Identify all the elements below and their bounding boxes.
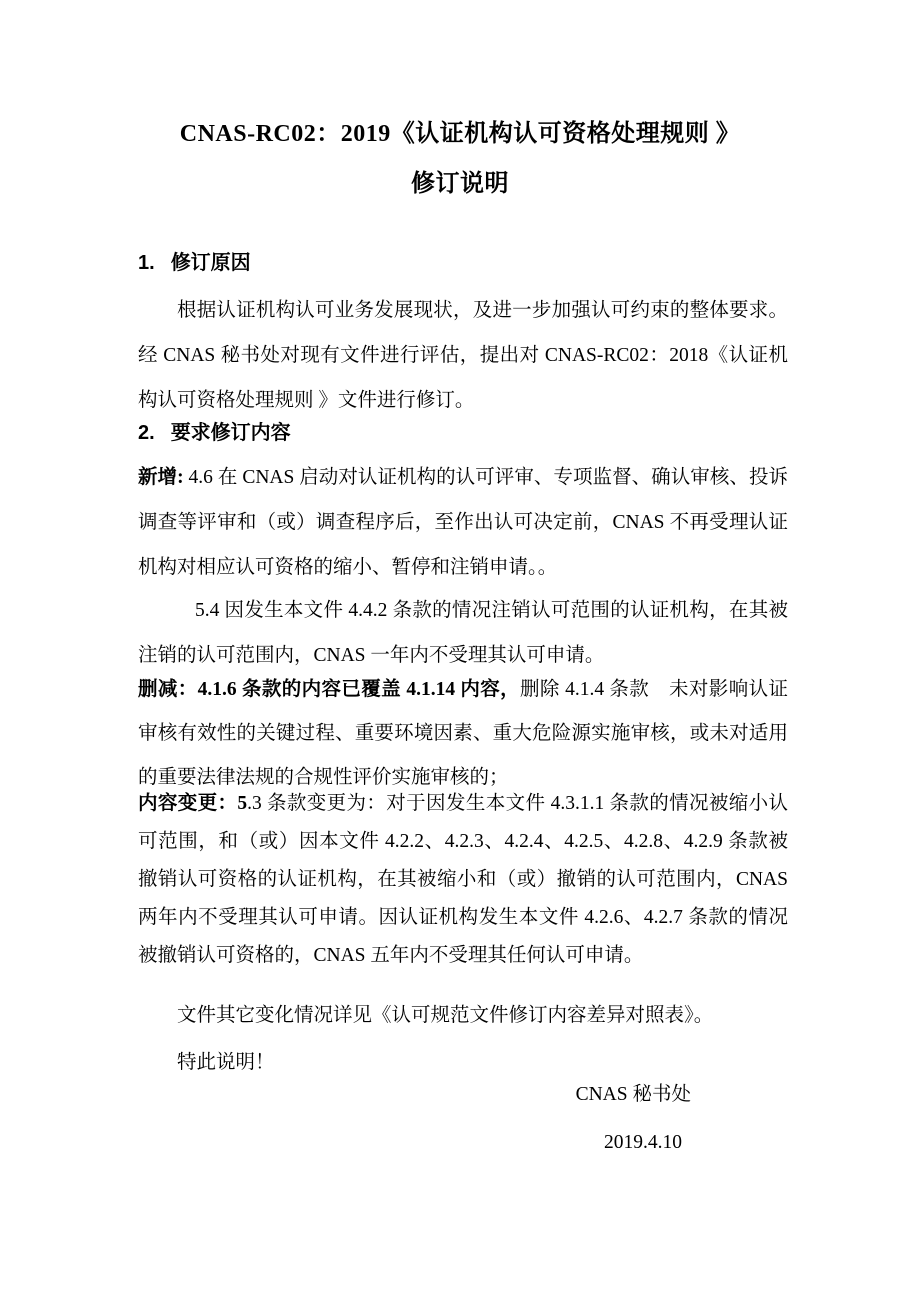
revision-reason-paragraph: 根据认证机构认可业务发展现状，及进一步加强认可约束的整体要求。经 CNAS 秘书处对现有文件进行评估，提出对 CNAS-RC02：2018《认证机构认可资格处理规则 》文件进行修订。: [138, 300, 788, 411]
added-label: 新增:: [138, 467, 184, 488]
signature-date: 2019.4.10: [604, 1132, 682, 1153]
signature-org: CNAS 秘书处: [575, 1084, 691, 1105]
changed-text: .3 条款变更为：对于因发生本文件 4.3.1.1 条款的情况被缩小认可范围，和（或）因本文件 4.2.2、4.2.3、4.2.4、4.2.5、4.2.8、4.2.9 条款被撤销认可资格的认证机构，在其被缩小和（或）撤销的认可范围内，CNAS 两年内不受理其认可申请。因认证机构发生本文件 4.2.6、4.2.7 条款的情况被撤销认可资格的，CNAS 五年内不受理其任何认可申请。: [138, 793, 788, 966]
document-subtitle: 修订说明: [411, 171, 509, 197]
section-2-heading-text: 要求修订内容: [170, 422, 291, 444]
section-1-number: 1.: [138, 252, 155, 274]
added-content-paragraph: [138, 455, 788, 590]
reference-paragraph: 文件其它变化情况详见《认可规范文件修订内容差异对照表》。: [177, 1005, 714, 1026]
changed-label: 内容变更：5: [138, 793, 248, 814]
section-1-heading: [138, 245, 788, 281]
section-2-number: 2.: [138, 422, 155, 444]
removed-label: 删减：4.1.6 条款的内容已覆盖 4.1.14 内容，: [138, 679, 521, 700]
section-2-heading: [138, 415, 788, 451]
section-1-heading-text: 修订原因: [170, 252, 251, 274]
added-clause-54-paragraph: 5.4 因发生本文件 4.4.2 条款的情况注销认可范围的认证机构，在其被注销的认可范围内，CNAS 一年内不受理其认可申请。: [138, 600, 788, 666]
changed-content-paragraph: [138, 785, 788, 975]
closing-note: 特此说明！: [177, 1052, 275, 1073]
document-title: CNAS-RC02：2019《认证机构认可资格处理规则 》: [179, 121, 741, 147]
removed-text: 删除 4.1.4 条款 未对影响认证审核有效性的关键过程、重要环境因素、重大危险源实施审核，或未对适用的重要法律法规的合规性评价实施审核的；: [138, 679, 788, 788]
added-text: 4.6 在 CNAS 启动对认证机构的认可评审、专项监督、确认审核、投诉调查等评审和（或）调查程序后，至作出认可决定前，CNAS 不再受理认证机构对相应认可资格的缩小、暂停和注销申请。。: [138, 467, 788, 578]
removed-content-paragraph: [138, 668, 788, 800]
